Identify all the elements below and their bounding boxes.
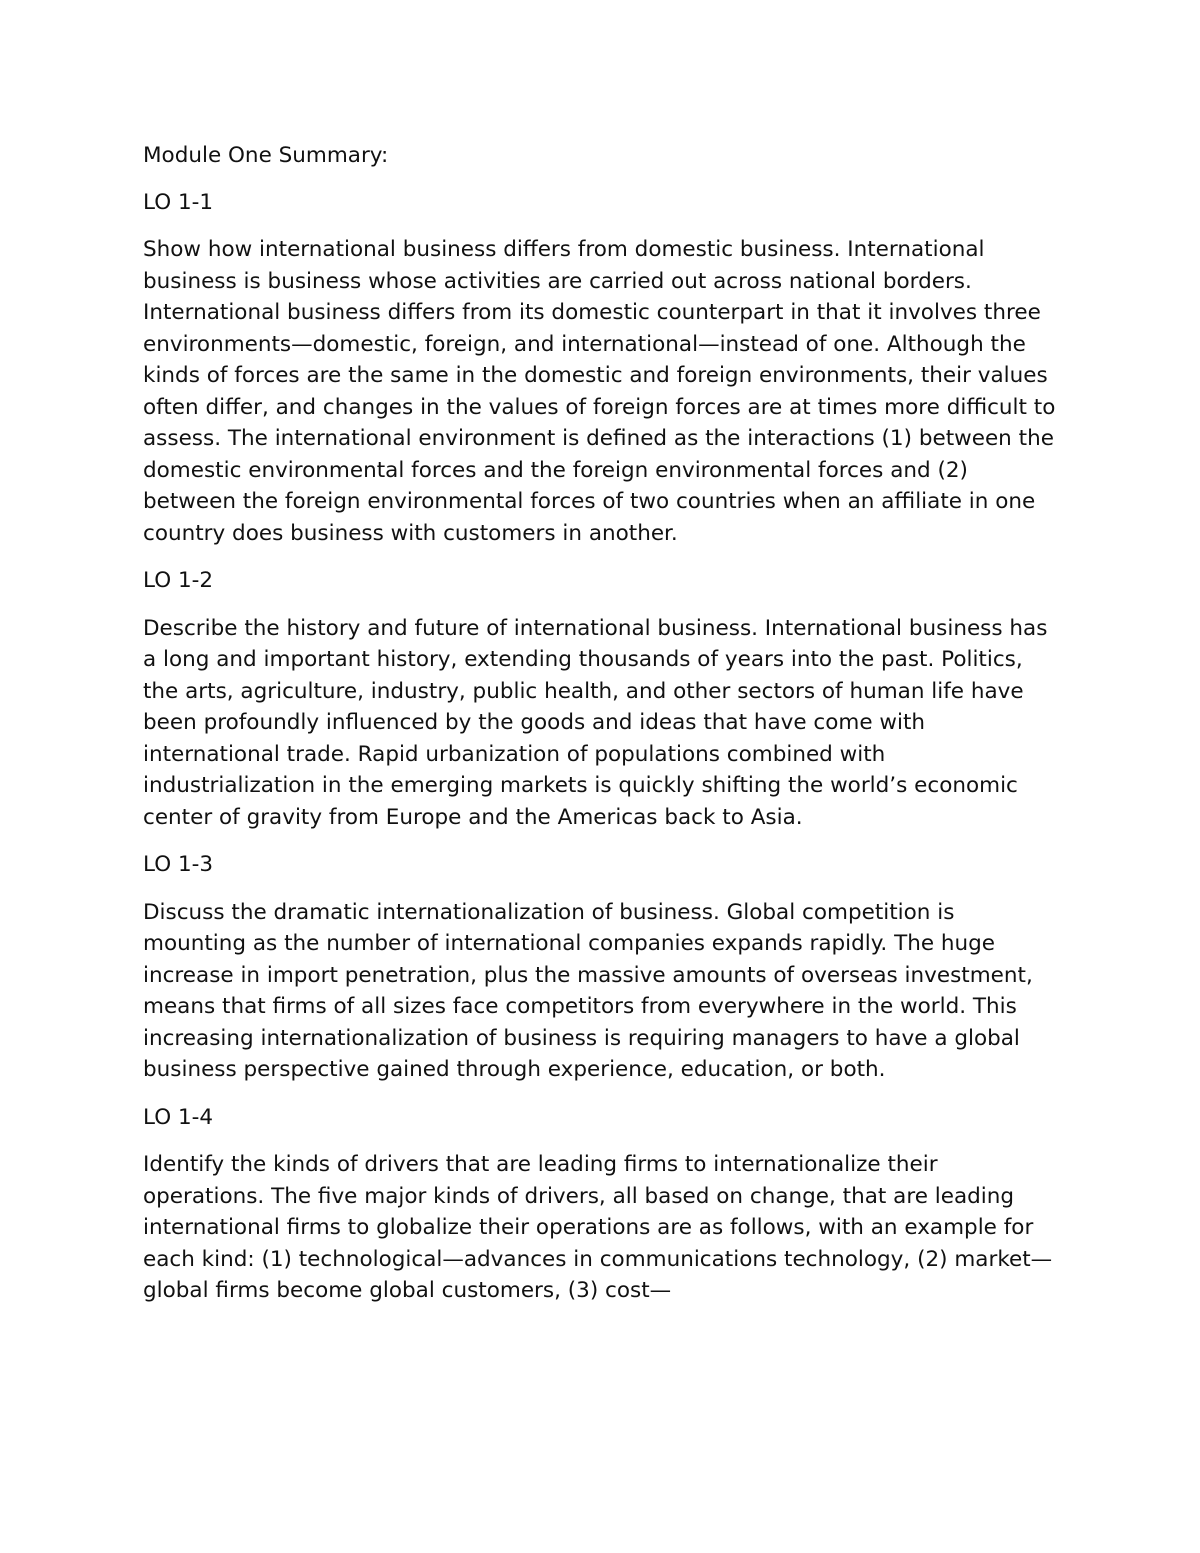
document-title: Module One Summary: [143,143,389,168]
section-heading-lo-1-2: LO 1-2 [143,568,214,593]
section-body-lo-1-4: Identify the kinds of drivers that are leading firms to internationalize their operations. The five major kinds of drivers, all based on change, that are leading international firms to globalize their operations are as follows, with an example for each kind: (1) technological—advances in communications technology, (2) market—global firms become global customers, (3) cost— [143,1152,1053,1303]
section-body-lo-1-2: Describe the history and future of international business. International business has a long and important history, extending thousands of years into the past. Politics, the arts, agriculture, industry, public health, and other sectors of human life have been profoundly influenced by the goods and ideas that have come with international trade. Rapid urbanization of populations combined with industrialization in the emerging markets is quickly shifting the world’s economic center of gravity from Europe and the Americas back to Asia. [143,615,1048,830]
section-body-lo-1-1: Show how international business differs from domestic business. International business is business whose activities are carried out across national borders. International business differs from its domestic counterpart in that it involves three environments—domestic, foreign, and international—instead of one. Although the kinds of forces are the same in the domestic and foreign environments, their values often differ, and changes in the values of foreign forces are at times more difficult to assess. The international environment is defined as the interactions (1) between the domestic environmental forces and the foreign environmental forces and (2) between the foreign environmental forces of two countries when an affiliate in one country does business with customers in another. [143,237,1056,546]
document-content [143,140,1063,1323]
section-heading-lo-1-3: LO 1-3 [143,852,214,877]
section-heading-lo-1-4: LO 1-4 [143,1104,214,1130]
section-body-lo-1-3: Discuss the dramatic internationalization of business. Global competition is mounting as the number of international companies expands rapidly. The huge increase in import penetration, plus the massive amounts of overseas investment, means that firms of all sizes face competitors from everywhere in the world. This increasing internationalization of business is requiring managers to have a global business perspective gained through experience, education, or both. [143,899,1033,1082]
section-heading-lo-1-1: LO 1-1 [143,189,214,215]
